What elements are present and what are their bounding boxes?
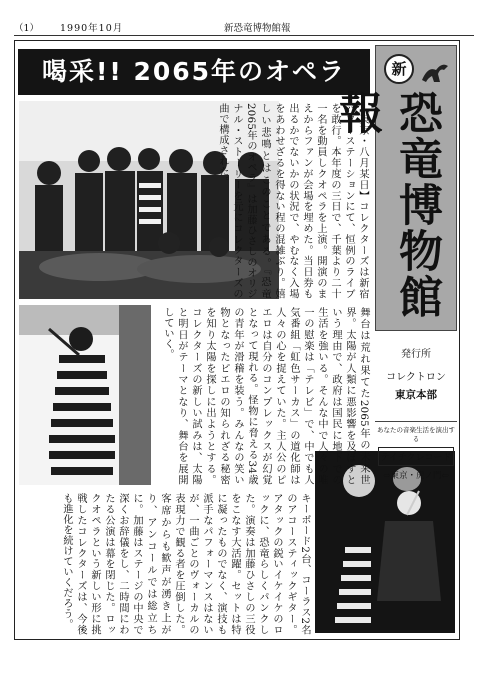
striped-performer-photo: [19, 305, 151, 485]
article-column-2: 舞台は荒れ果てた2065年の未来世界。太陽が人類に悪影響を及ぼすという理由で、政府は国民に地下での生活を強いる。そんな中で人々の唯一の慰楽は「テレビ」で、中でも人気番組「虹色サーカス」の道化師は人々の心を捉えていた。主人公のピエロは自分のコンプレックスが幻覚となって現れる。怪物に脅える34歳の青年が滑稽を装う。みんなの笑い物となったピエロの知られざる秘密を知り太陽を探しに出ようとする。コレクターズの新しい試みは、太陽と明日がテーマとなり、舞台を展開していく。: [162, 307, 369, 485]
publisher-box: [375, 335, 457, 419]
publisher-label: 発行所: [401, 349, 431, 360]
masthead-title: 恐竜博物館報: [331, 90, 442, 320]
header-rule: [14, 35, 474, 36]
page-number: （1）: [14, 23, 40, 34]
advert-box: [375, 425, 457, 481]
advert-tagline: あなたの音楽生活を演出する: [377, 426, 455, 443]
article-column-1: 【東京・八月某日】コレクターズは新宿パワーステーションにて、恒例のライブを敢行。本年度の三日で、千葉より二十一名を動員しクオペラを上演。開演のまえからファンが会場を埋めた。当日券も出るかでないかの状況で、やむなく入場をあわせざるを得ない程の混雑ぶり。嬉しい悲鳴とはこのことである。『恐竜2065年のオペラ』は加藤ひさしのオリジナル・ストーリーを元にコレクターズの曲で構成された。: [217, 103, 368, 299]
newspaper-name: 新恐竜博物館報: [224, 23, 291, 34]
dinosaur-icon: [420, 60, 450, 88]
headline: 喝采!! 2065年のオペラ: [18, 49, 370, 95]
masthead-new-badge: 新: [384, 54, 414, 84]
article-column-3: キーボード2台、コーラス2名のアコースティックギター。アタックの鋭いイケイケのロックに、恐竜らしくパンクした。演奏は加藤ひさしの三役をこなす大活躍。セットは特に凝ったものでなく、演技も派手なパフォーマンスはないが、一曲ごとのヴォーカルの表現力で観る者を圧倒した。客席からも歓声が湧き上がり、アンコールでは総立ちに。加藤はステージの中央で深くお辞儀をし、二時間にわたる公演は幕を閉じた。ロックオペラという新しい形に挑戦したコレクターズは、今後も進化を続けていくだろう。: [61, 493, 310, 635]
sidebar-divider: [375, 421, 457, 422]
publisher-address: 東京本部: [395, 389, 437, 401]
advert-location: ⇨東京・虎ノ門⇦: [383, 471, 449, 481]
issue-date: 1990年10月: [60, 23, 124, 34]
advert-brand: テイチクレコード: [378, 447, 454, 466]
page-header: [14, 20, 474, 34]
masthead: [331, 45, 457, 331]
newspaper-page: [14, 40, 460, 640]
publisher-name: コレクトロン: [386, 372, 446, 383]
